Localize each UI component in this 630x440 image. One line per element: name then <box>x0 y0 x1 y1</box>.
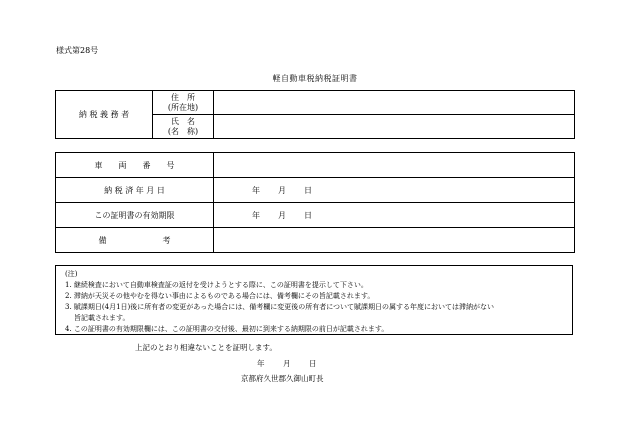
issue-date-month: 月 <box>283 359 291 368</box>
note-item: 4. この証明書の有効期限欄には、この証明書の交付後、最初に到来する納期限の前日が記載されます。 <box>65 325 389 333</box>
validity-day: 日 <box>304 210 312 220</box>
validity-year: 年 <box>252 210 260 220</box>
paid-date-year: 年 <box>252 185 260 195</box>
issue-date-year: 年 <box>257 359 265 368</box>
taxpayer-group-label-text: 納 税 義 務 者 <box>78 110 130 119</box>
note-item: 3. 賦課期日(4月1日)後に所有者の変更があった場合には、備考欄に変更後の所有者について賦課期日の属する年度においては滞納がない <box>65 303 495 311</box>
name-sublabel: (名 称) <box>167 126 199 136</box>
notes-heading: (注) <box>65 270 78 278</box>
paid-date-month: 月 <box>278 185 286 195</box>
name-field[interactable] <box>214 115 575 139</box>
issue-date-day: 日 <box>309 359 317 368</box>
notes-box <box>55 265 573 335</box>
address-sublabel: (所在地) <box>167 102 199 112</box>
vehicle-number-label: 車 両 番 号 <box>56 153 214 178</box>
taxpayer-table <box>55 90 575 139</box>
form-number: 様式第28号 <box>56 46 99 55</box>
vehicle-table <box>55 152 575 253</box>
paid-date-day: 日 <box>304 185 312 195</box>
paid-date-field[interactable] <box>214 178 575 203</box>
document-title: 軽自動車税納税証明書 <box>272 74 358 83</box>
remarks-field[interactable] <box>214 228 575 253</box>
note-item: 1. 継続検査において自動車検査証の返付を受けようとする際に、この証明書を提示して下さい。 <box>65 281 368 289</box>
certification-statement: 上記のとおり相違ないことを証明します。 <box>135 343 277 352</box>
vehicle-number-field[interactable] <box>214 153 575 178</box>
validity-month: 月 <box>278 210 286 220</box>
note-item: 旨記載されます。 <box>74 314 130 322</box>
issue-date <box>257 360 317 368</box>
issuer-name: 京都府久世郡久御山町長 <box>241 374 324 383</box>
address-label-cell <box>153 91 214 115</box>
address-field[interactable] <box>214 91 575 115</box>
address-label: 住 所 <box>171 92 195 102</box>
name-label: 氏 名 <box>171 116 195 126</box>
validity-label: この証明書の有効期限 <box>56 203 214 228</box>
name-label-cell <box>153 115 214 139</box>
remarks-label: 備 考 <box>56 228 214 253</box>
paid-date-label: 納 税 済 年 月 日 <box>56 178 214 203</box>
note-item: 2. 滞納が天災その他やむを得ない事由によるものである場合には、備考欄にその旨記載されます。 <box>65 292 375 300</box>
validity-field[interactable] <box>214 203 575 228</box>
taxpayer-group-label <box>56 91 153 139</box>
